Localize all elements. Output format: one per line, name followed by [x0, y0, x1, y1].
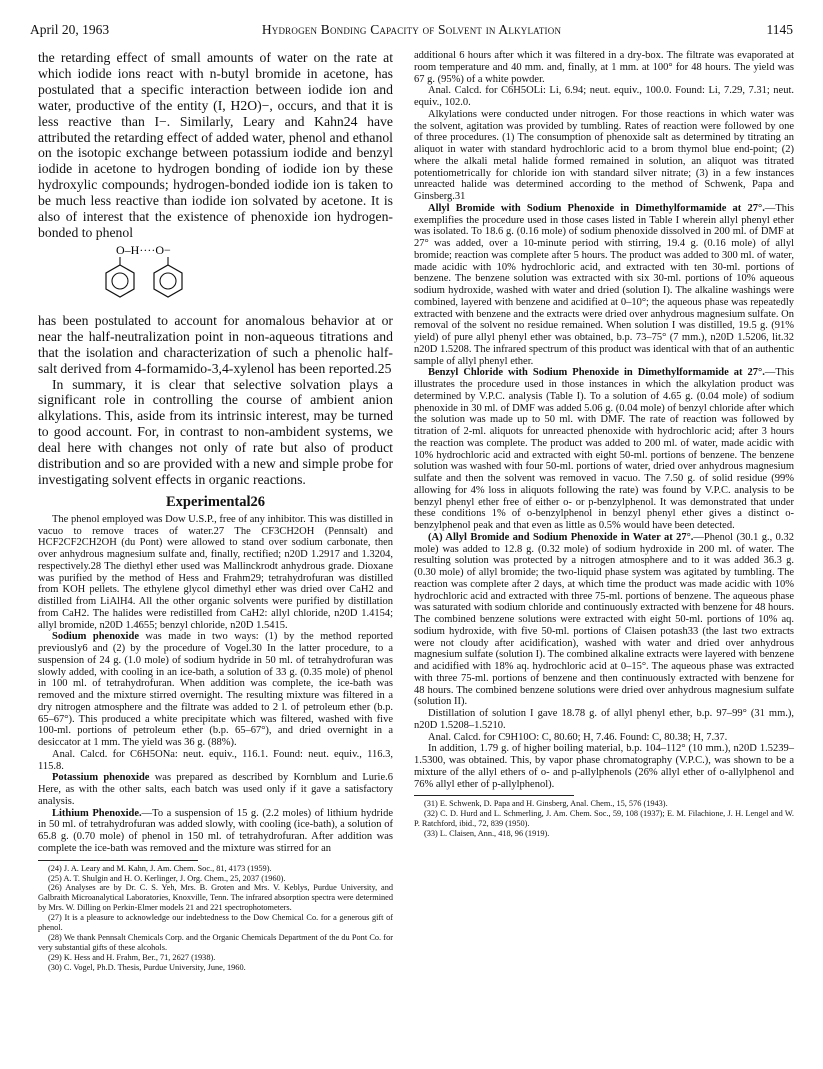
paragraph: additional 6 hours after which it was filtered in a dry-box. The filtrate was evaporated at room temperature and 40 mm. and, finally, at 1 mm. at 100° for 48 hours. The yield was 67 g. (95%) of a white powder.	[414, 50, 794, 85]
paragraph: the retarding effect of small amounts of water on the rate at which iodide ions react with n-butyl bromide in acetone, has postulated that a specific interaction between iodide ion and water, productive of the entity (I, H2O)−, occurs, and that it is less reactive than I−. Similarly, Leary and Kahn24 have attributed the retarding effect of added water, phenol and ethanol on the isotopic exchange between potassium iodide and benzyl iodide in acetone to hydrogen bonding of iodide ion by these hydroxylic compounds; hydrogen-bonded iodide ion is taken to be much less reactive than iodide ion solvated by acetone. It is also of interest that the existence of phenoxide ion hydrogen-bonded to phenol	[38, 50, 393, 240]
section-heading: Experimental26	[165, 493, 266, 510]
run-in-heading: Potassium phenoxide	[52, 772, 150, 784]
phenoxide-structure	[94, 243, 224, 311]
paragraph: In summary, it is clear that selective solvation plays a significant role in controlling the course of ambient anion alkylations. This, aside from its intrinsic interest, may be turned to good account. For, in contrast to non-ambident systems, we deal here with changes not only of rate but also of product distribution and so are provided with a new and simple probe for investigating solvent effects in organic reactions.	[38, 376, 393, 487]
footnote: (29) K. Hess and H. Frahm, Ber., 71, 2627 (1938).	[48, 952, 216, 962]
paragraph: Distillation of solution I gave 18.78 g. of allyl phenyl ether, b.p. 97–99° (31 mm.), n20D 1.5208–1.5210.	[414, 708, 794, 731]
run-in-heading: (A) Allyl Bromide and Sodium Phenoxide in Water at 27°.	[428, 531, 694, 543]
footnote: (27) It is a pleasure to acknowledge our indebtedness to the Dow Chemical Co. for a generous gift of phenol.	[38, 913, 393, 933]
footnote: (31) E. Schwenk, D. Papa and H. Ginsberg, Anal. Chem., 15, 576 (1943).	[424, 799, 668, 809]
footnote: (25) A. T. Shulgin and H. O. Kerlinger, J. Org. Chem., 25, 2037 (1960).	[48, 873, 286, 883]
paragraph: Lithium Phenoxide.—To a suspension of 15 g. (2.2 moles) of lithium hydride in 50 ml. of tetrahydrofuran was added slowly, with cooling (ice-bath), a solution of 65.8 g. (0.70 mole) of phenol in 150 ml. of tetrahydrofuran. After addition was complete the ice-bath was removed and the mixture was stirred for an	[38, 807, 394, 854]
paragraph: Potassium phenoxide was prepared as described by Kornblum and Lurie.6 Here, as with the other salts, each batch was used only if it gave a satisfactory analysis.	[38, 772, 394, 807]
footnote: (26) Analyses are by Dr. C. S. Yeh, Mrs. B. Groten and Mrs. V. Keblys, Purdue University, and Galbraith Microanalytical Laboratories, Knoxville, Tenn. The infrared absorption spectra were determined by Mrs. W. Dilling on Perkin-Elmer models 21 and 221 spectrophotometers.	[38, 883, 393, 913]
footnote: (32) C. D. Hurd and L. Schmerling, J. Am. Chem. Soc., 59, 108 (1937); E. M. Filachione, J. H. Lengel and W. P. Ratchford, ibid., 72, 839 (1950).	[414, 809, 794, 829]
run-in-heading: Allyl Bromide with Sodium Phenoxide in Dimethylformamide at 27°.	[428, 202, 765, 214]
footnote: (28) We thank Pennsalt Chemicals Corp. and the Organic Chemicals Department of the du Pont Co. for very substantial gifts of these alcohols.	[38, 932, 393, 952]
page-number: 1145	[766, 22, 793, 37]
paragraph: Sodium phenoxide was made in two ways: (1) by the method reported previously6 and (2) by the procedure of Vogel.30 In the latter procedure, to a suspension of 24 g. (1.0 mole) of sodium hydride in 50 ml. of tetrahydrofuran was slowly added, with cooling in an ice-bath, a solution of 33 g. (0.35 mole) of phenol in 100 ml. of tetrahydrofuran. When addition was complete, the ice-bath was removed and the mixture stirred overnight. The resulting mixture was filtered in a dry nitrogen atmosphere and the filtrate was added to 2 l. of petroleum ether (b.p. 65–67°). This produced a white precipitate which was filtered, washed with five 100-ml. portions of petroleum ether (b.p. 65–67°), and dried overnight in a desiccator at 1 mm. The yield was 36 g. (88%).	[38, 631, 394, 749]
paragraph: Allyl Bromide with Sodium Phenoxide in Dimethylformamide at 27°.—This exemplifies the procedure used in those cases listed in Table I wherein allyl phenyl ether was isolated. To 18.6 g. (0.16 mole) of sodium phenoxide dissolved in 200 ml. of DMF at 27° was added, over a 10-minute period with stirring, 19.4 g. (0.16 mole) of allyl bromide; reaction was complete after 5 hours. The product was added to 300 ml. of water, made acidic with 10% hydrochloric acid, and extracted with ten 30-ml. portions of benzene. The benzene solution was extracted with six 30-ml. portions of 10% aqueous sodium hydroxide, washed with water and dried (solution I). The alkaline washings were combined, layered with benzene and acidified at 0–10°; the aqueous phase was repeatedly extracted with benzene and the extracts were dried over anhydrous magnesium sulfate. On removal of the solvent no residue remained. When solution I was distilled, 19.5 g. (91% yield) of pure allyl phenyl ether was obtained, b.p. 73–75° (7 mm.), n20D 1.5206, lit.32 n20D 1.5208. The infrared spectrum of this product was identical with that of an authentic sample of allyl phenyl ether.	[414, 202, 794, 367]
header-date: April 20, 1963	[30, 22, 110, 37]
header-title: Hydrogen Bonding Capacity of Solvent in Alkylation	[261, 22, 562, 37]
footnote: (30) C. Vogel, Ph.D. Thesis, Purdue University, June, 1960.	[48, 962, 246, 972]
footnotes-left	[38, 864, 393, 973]
paragraph: In addition, 1.79 g. of higher boiling material, b.p. 104–112° (10 mm.), n20D 1.5239–1.5300, was obtained. This, by vapor phase chromatography (V.P.C.), was shown to be a mixture of the allyl ethers of o- and p-allylphenols (26% allyl ether of o-allylphenol and 76% allyl ether of p-allylphenol).	[414, 743, 794, 790]
paragraph: Benzyl Chloride with Sodium Phenoxide in Dimethylformamide at 27°.—This illustrates the procedure used in those instances in which the alkylation product was determined by V.P.C. analysis (Table I). To a solution of 4.65 g. (0.04 mole) of sodium phenoxide in 30 ml. of DMF was added 5.06 g. (0.04 mole) of benzyl chloride after which the solution was made up to 50 ml. with DMF. The rate of reaction was followed by titration of 2-ml. aliquots for unreacted phenoxide with hydrochloric acid; after 3 hours the reaction was complete. The product was added to 200 ml. of water, made acidic with 10% hydrochloric acid and extracted with eight 50-ml. portions of benzene. The benzene solution was washed with four 50-ml. portions of water, dried over anhydrous magnesium sulfate and then the solvent was removed in vacuo. The 7.50 g. of solid residue (99% allowing for 4% loss in aliquots following the rate) was found by V.P.C. analysis to be benzyl phenyl ether free of either o- or p-benzylphenol. It was demonstrated that under these conditions 1% of o-benzylphenol in benzyl phenyl ether gives a distinct o-benzylphenol peak and that even as little as 0.5% would have been detected.	[414, 367, 794, 531]
run-in-heading: Benzyl Chloride with Sodium Phenoxide in Dimethylformamide at 27°.	[428, 367, 765, 379]
footnote: (33) L. Claisen, Ann., 418, 96 (1919).	[424, 828, 550, 838]
footnote-rule	[38, 860, 198, 861]
footnote: (24) J. A. Leary and M. Kahn, J. Am. Chem. Soc., 81, 4173 (1959).	[48, 863, 272, 873]
run-in-heading: Sodium phenoxide	[52, 631, 139, 643]
paragraph: The phenol employed was Dow U.S.P., free of any inhibitor. This was distilled in vacuo to remove traces of water.27 The CF3CH2OH (Pennsalt) and HCF2CF2CH2OH (du Pont) were allowed to stand over sodium carbonate, then over anhydrous magnesium sulfate and, finally, rectified; n20D 1.2917 and 1.3204, respectively.28 The diethyl ether used was Mallinckrodt anhydrous grade. Dioxane was purified by the method of Hess and Frahm29; tetrahydrofuran was distilled from KOH pellets. The ethylene glycol dimethyl ether was dried over CaH2 and distilled from LiAlH4. All the other organic solvents were purified by distillation from CaH2. The halides were redistilled from CaH2: allyl chloride, n20D 1.4154; allyl bromide, n20D 1.4655; benzyl chloride, n20D 1.5415.	[38, 513, 394, 631]
paragraph: Anal. Calcd. for C6H5ONa: neut. equiv., 116.1. Found: neut. equiv., 116.3, 115.8.	[38, 748, 393, 772]
run-in-heading: Lithium Phenoxide.	[52, 807, 142, 819]
footnote-rule	[414, 795, 574, 796]
paragraph: Alkylations were conducted under nitrogen. For those reactions in which water was the solvent, agitation was provided by tumbling. Rates of reaction were followed by one of three procedures. (1) The consumption of phenoxide salt as determined by titrating an aliquot in water with standard hydrochloric acid to a brom thymol blue end-point; (2) where the alkali metal halide formed remained in solution, an aliquot was titrated potentiometrically for chloride ion with standard silver nitrate; (3) in a few instances unreacted halide was determined according to the method of Schwenk, Papa and Ginsberg.31	[414, 108, 794, 202]
left-column	[38, 50, 393, 973]
paragraph: has been postulated to account for anomalous behavior at or near the half-neutralization point in non-aqueous titrations and that the isolation and characterization of such a phenolic half-salt derived from 4-formamido-3,4-xylenol has been reported.25	[38, 312, 393, 376]
structure-label: O–H····O−	[116, 242, 171, 257]
paragraph: (A) Allyl Bromide and Sodium Phenoxide in Water at 27°.—Phenol (30.1 g., 0.32 mole) was added to 12.8 g. (0.32 mole) of sodium hydroxide in 200 ml. of water. The resulting solution was protected by a nitrogen atmosphere and to it was added 36.3 g. (0.30 mole) of allyl bromide; the two-liquid phase system was agitated by tumbling. The reaction was complete after 2 days, at which time the product was made acidic with 10% hydrochloric acid and extracted with three 75-ml. portions of benzene. The aqueous phase was saturated with sodium chloride and continuously extracted with benzene for 48 hours. The combined benzene solutions were extracted with eight 50-ml. portions of 10% aq. sodium hydroxide, with five 50-ml. portions of Claisen potash33 (the last two extracts were not cloudy after acidification), washed with water and dried over anhydrous magnesium sulfate (solution I). The combined alkaline extracts were layered with benzene and acidified with 18% aq. hydrochloric acid at 0–15°. The aqueous phase was extracted with three 75-ml. portions of benzene and then continuously extracted with benzene for 48 hours. The combined benzene solutions were dried over anhydrous magnesium sulfate (solution II).	[414, 531, 794, 708]
footnotes-right	[414, 799, 794, 839]
paragraph: Anal. Calcd. for C9H10O: C, 80.60; H, 7.46. Found: C, 80.38; H, 7.37.	[428, 731, 728, 743]
running-header	[30, 22, 793, 42]
right-column	[414, 50, 794, 839]
paragraph: Anal. Calcd. for C6H5OLi: Li, 6.94; neut. equiv., 100.0. Found: Li, 7.29, 7.31; neut. equiv., 102.0.	[414, 85, 794, 108]
